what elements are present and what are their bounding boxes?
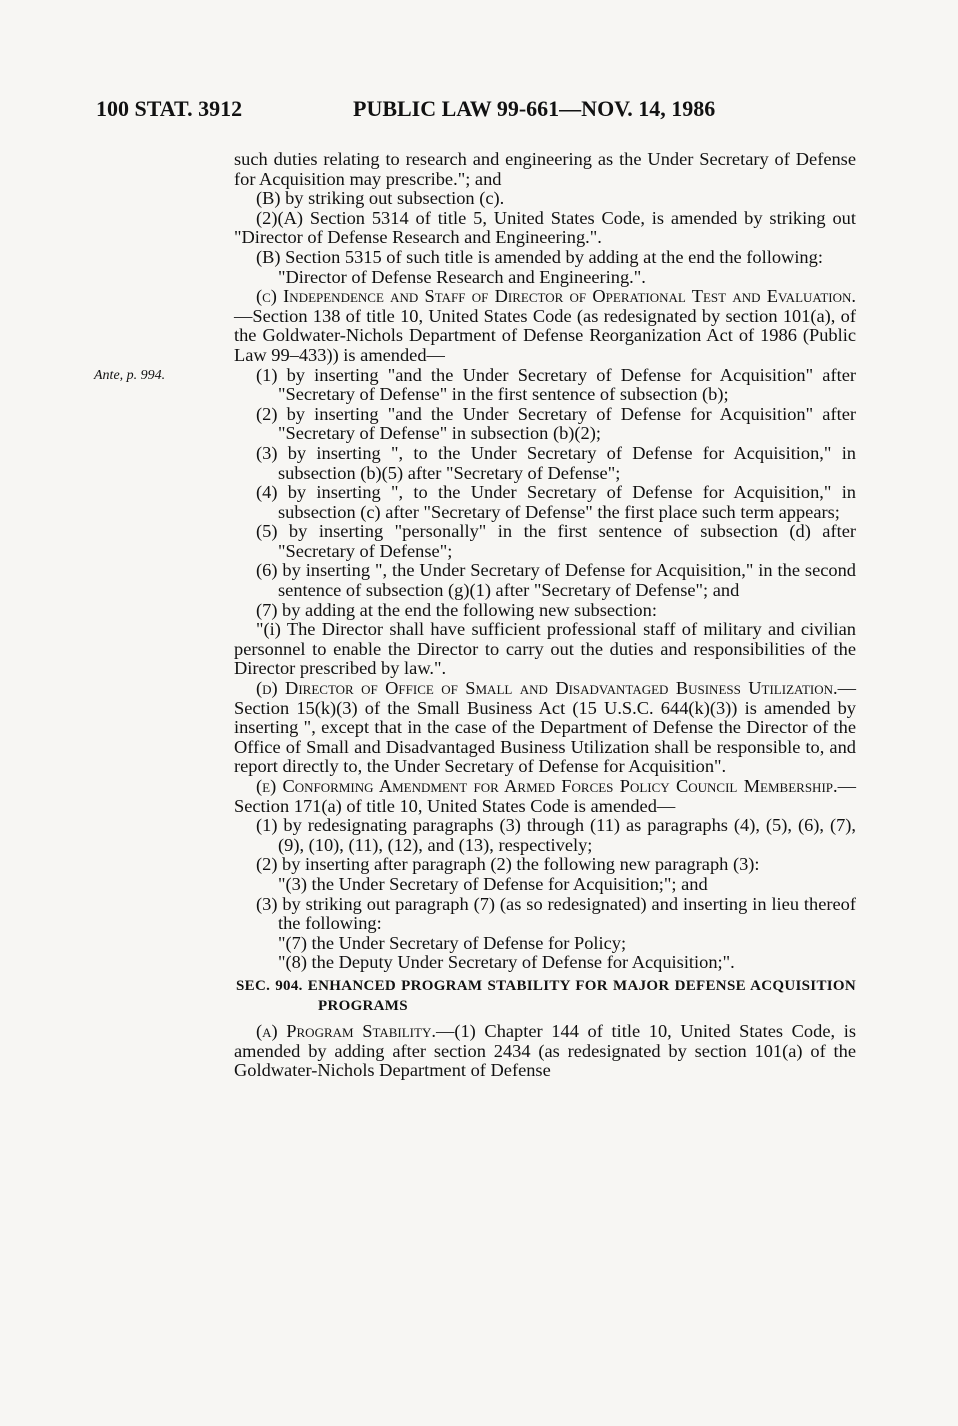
quoted-line: "(7) the Under Secretary of Defense for Policy;	[278, 932, 627, 953]
quoted-line: "Director of Defense Research and Engineering.".	[278, 266, 646, 287]
list-item: (7) by adding at the end the following new subsection:	[256, 599, 657, 620]
quoted-line: "(3) the Under Secretary of Defense for Acquisition;"; and	[278, 873, 708, 894]
paragraph: (B) by striking out subsection (c).	[256, 188, 505, 209]
quoted-line: "(8) the Deputy Under Secretary of Defense for Acquisition;".	[278, 952, 735, 973]
section-heading: SEC. 904. ENHANCED PROGRAM STABILITY FOR MAJOR DEFENSE ACQUISITION PROGRAMS	[236, 977, 856, 1014]
running-title: PUBLIC LAW 99-661—NOV. 14, 1986	[353, 96, 716, 121]
subsection-heading: (e) Conforming Amendment for Armed Forces Policy Council Membership.	[256, 776, 838, 796]
subsection-heading: (c) Independence and Staff of Director of Operational Test and Evaluation.	[256, 286, 856, 307]
page-number: 100 STAT. 3912	[96, 96, 243, 121]
document-body	[234, 150, 856, 1081]
list-item: (2) by inserting after paragraph (2) the following new paragraph (3):	[256, 854, 760, 875]
subsection-heading: (d) Director of Office of Small and Disadvantaged Business Utilization.	[256, 678, 838, 699]
quoted-subsection: "(i) The Director shall have sufficient professional staff of military and civilian personnel to enable the Director to carry out the duties and responsibilities of the Director prescribed by law.".	[234, 619, 856, 679]
list-item: (1) by inserting "and the Under Secretary of Defense for Acquisition" after "Secretary of Defense" in the first sentence of subsection (b);	[256, 364, 856, 405]
subsection-text: —(1) Chapter 144 of title 10, United States Code, is amended by adding after section 2434 (as redesignated by section 101(a) of the Goldwater-Nichols Department of Defense	[234, 1021, 857, 1081]
page-header	[0, 96, 958, 126]
subsection-c	[234, 287, 856, 365]
subsection-text: —Section 15(k)(3) of the Small Business Act (15 U.S.C. 644(k)(3)) is amended by inserting ", except that in the case of the Department of Defense the Director of the Office of Small and Disadvantaged Business Utilization shall be responsible to, and report directly to, the Under Secretary of Defense for Acquisition".	[234, 678, 856, 777]
subsection-a	[234, 1022, 856, 1081]
list-item: (6) by inserting ", the Under Secretary of Defense for Acquisition," in the second sentence of subsection (g)(1) after "Secretary of Defense"; and	[256, 560, 856, 601]
list-item: (1) by redesignating paragraphs (3) through (11) as paragraphs (4), (5), (6), (7), (9), (10), (11), (12), and (13), respectively;	[256, 815, 856, 855]
paragraph: (2)(A) Section 5314 of title 5, United States Code, is amended by striking out "Director of Defense Research and Engineering.".	[234, 207, 856, 248]
subsection-d	[234, 679, 856, 777]
subsection-heading: (a) Program Stability.	[256, 1021, 436, 1042]
list-item: (3) by striking out paragraph (7) (as so redesignated) and inserting in lieu thereof the following:	[256, 893, 856, 934]
list-item: (5) by inserting "personally" in the first sentence of subsection (d) after "Secretary of Defense";	[256, 521, 856, 561]
subsection-e	[234, 777, 856, 816]
subsection-text: —Section 138 of title 10, United States Code (as redesignated by section 101(a), of the Goldwater-Nichols Department of Defense Reorganization Act of 1986 (Public Law 99–433)) is amended—	[234, 305, 856, 365]
paragraph: (B) Section 5315 of such title is amended by adding at the end the following:	[256, 246, 823, 267]
list-item: (3) by inserting ", to the Under Secretary of Defense for Acquisition," in subsection (b)(5) after "Secretary of Defense";	[256, 442, 856, 483]
list-item: (4) by inserting ", to the Under Secretary of Defense for Acquisition," in subsection (c) after "Secretary of Defense" the first place such term appears;	[256, 482, 856, 522]
margin-note-ante: Ante, p. 994.	[94, 368, 166, 383]
paragraph: such duties relating to research and engineering as the Under Secretary of Defense for Acquisition may prescribe."; and	[234, 149, 856, 189]
list-item: (2) by inserting "and the Under Secretary of Defense for Acquisition" after "Secretary of Defense" in subsection (b)(2);	[256, 403, 856, 444]
subsection-text: —Section 171(a) of title 10, United States Code is amended—	[234, 776, 856, 816]
